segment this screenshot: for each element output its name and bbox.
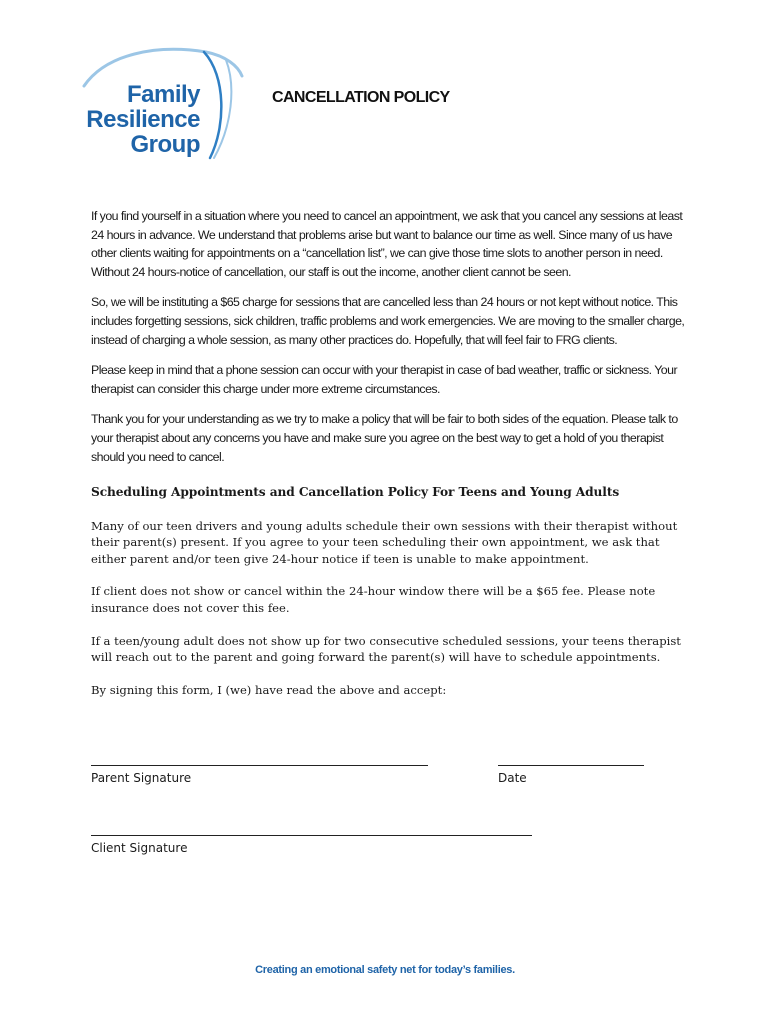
parent-signature-label: Parent Signature [91,771,192,785]
logo-wordmark [80,82,200,157]
family-resilience-group-logo [76,46,246,164]
logo-line-family: Family [126,81,200,108]
policy-paragraph: So, we will be instituting a $65 charge for sessions that are cancelled less than 24 hours or not kept without notice. This includes forgetting sessions, sick children, traffic problems and work emergencies. We are moving to the smaller charge, instead of charging a whole session, as many other practices do. Hopefully, that will feel fair to FRG clients. [91,295,685,347]
teen-policy-heading: Scheduling Appointments and Cancellation Policy For Teens and Young Adults [91,485,620,499]
policy-paragraph: Thank you for your understanding as we try to make a policy that will be fair to both sides of the equation. Please talk to your therapist about any concerns you have and make sure you agree on the best way to get a hold of you therapist should you need to cancel. [91,412,678,464]
client-signature-label: Client Signature [91,841,188,855]
acceptance-statement: By signing this form, I (we) have read the above and accept: [91,682,447,697]
logo-line-group: Group [130,131,200,158]
document-title: CANCELLATION POLICY [272,89,450,106]
cancellation-policy-body [91,207,691,478]
client-signature-line[interactable] [91,835,532,836]
date-label: Date [498,771,527,785]
policy-paragraph: If you find yourself in a situation where you need to cancel an appointment, we ask that you cancel any sessions at least 24 hours in advance. We understand that problems arise but want to balance our time as well. Since many of us have other clients waiting for appointments on a “cancellation list”, we can give those time slots to another person in need. Without 24 hours-notice of cancellation, our staff is out the income, another client cannot be seen. [91,209,683,279]
logo-line-resilience: Resilience [86,106,200,133]
footer-tagline: Creating an emotional safety net for today’s families. [255,964,515,976]
date-line[interactable] [498,765,644,766]
teen-policy-section [91,484,691,714]
teen-policy-paragraph: Many of our teen drivers and young adults schedule their own sessions with their therapist without their parent(s) present. If you agree to your teen scheduling their own appointment, we ask that either parent and/or teen give 24-hour notice if teen is unable to make appointment. [91,518,678,566]
parent-signature-line[interactable] [91,765,428,766]
teen-policy-paragraph: If client does not show or cancel within the 24-hour window there will be a $65 fee. Please note insurance does not cover this fee. [91,584,656,615]
policy-paragraph: Please keep in mind that a phone session can occur with your therapist in case of bad weather, traffic or sickness. Your therapist can consider this charge under more extreme circumstances. [91,363,678,396]
teen-policy-paragraph: If a teen/young adult does not show up for two consecutive scheduled sessions, your teens therapist will reach out to the parent and going forward the parent(s) will have to schedule appointments. [91,633,681,665]
